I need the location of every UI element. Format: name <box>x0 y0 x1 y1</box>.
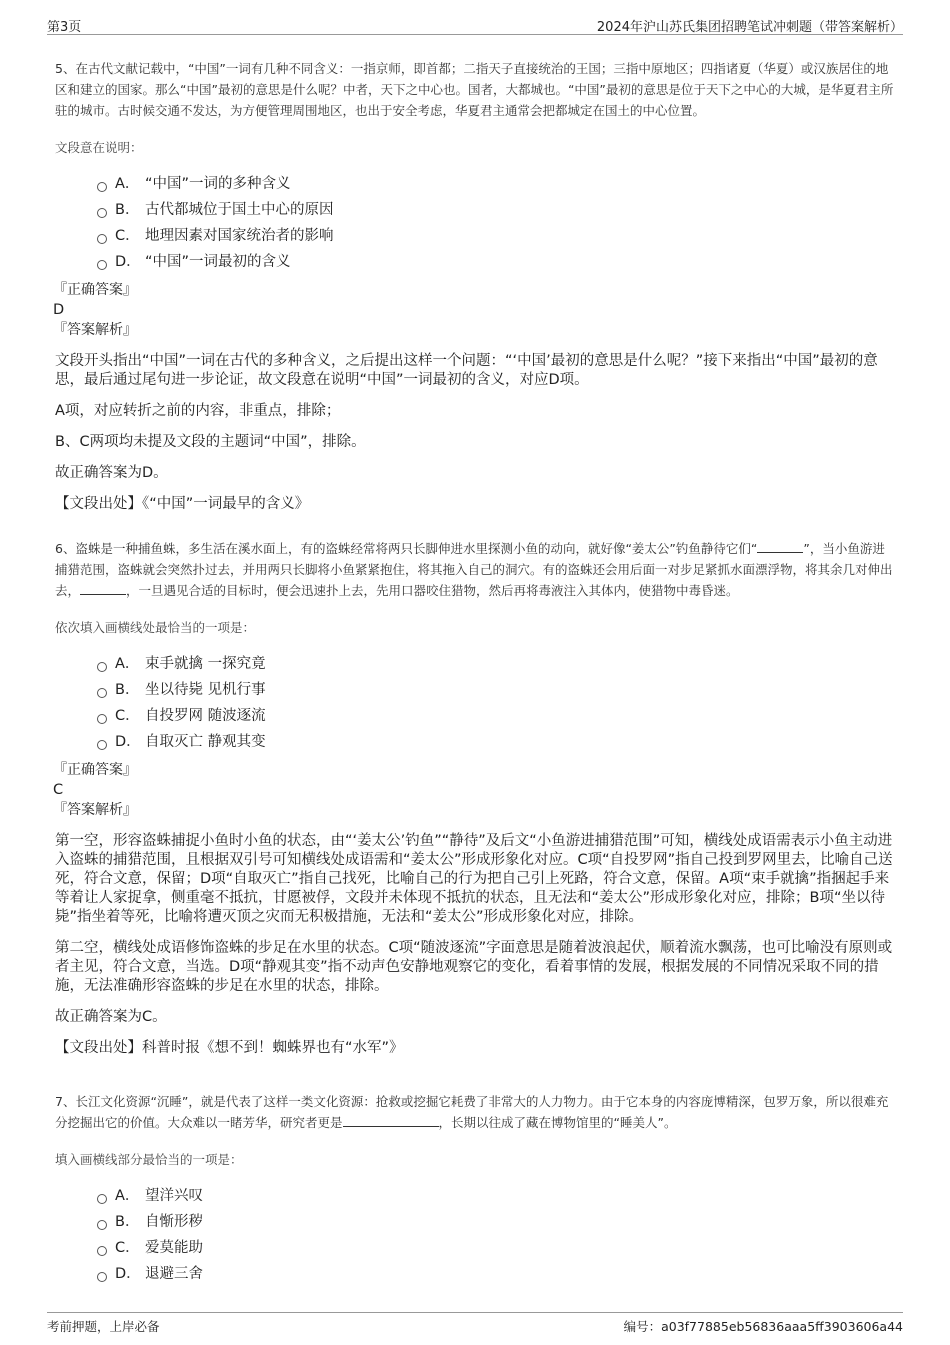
page-number: 第3页 <box>47 20 82 35</box>
analysis-paragraph: B、C两项均未提及文段的主题词“中国”，排除。 <box>55 434 366 450</box>
option-d[interactable]: D． “中国”一词最初的含义 <box>97 249 895 275</box>
radio-icon[interactable] <box>97 662 107 672</box>
option-list <box>55 1183 895 1287</box>
blank-line <box>80 582 126 595</box>
question-stem: 5、在古代文献记载中，“中国”一词有几种不同含义：一指京师，即首都；二指天子直接统治的王国；三指中原地区；四指诸夏（华夏）或汉族居住的地区和建立的国家。那么“中国”最初的意思是什么呢？中者，天下之中心也。国者，大都城也。“中国”最初的意思是位于天下之中心的大城，是华夏君主所驻的城市。古时候交通不发达，为方便管理周围地区，也出于安全考虑，华夏君主通常会把都城定在国土的中心位置。 <box>55 61 894 118</box>
page-footer <box>47 1312 903 1337</box>
analysis-label: 『答案解析』 <box>53 802 137 818</box>
source-note: 【文段出处】《“中国”一词最早的含义》 <box>55 496 310 512</box>
radio-icon[interactable] <box>97 714 107 724</box>
question-6 <box>55 538 895 1058</box>
analysis-paragraph: 第二空，横线处成语修饰盗蛛的步足在水里的状态。C项“随波逐流”字面意思是随着波浪起伏，顺着流水飘荡，也可比喻没有原则或者主见，符合文意，当选。D项“静观其变”指不动声色安静地观察它的变化，看着事情的发展，根据发展的不同情况采取不同的措施，无法准确形容盗蛛的步足在水里的状态，排除。 <box>55 940 893 994</box>
question-stem: 7、长江文化资源“沉睡”，就是代表了这样一类文化资源：抢救或挖掘它耗费了非常大的人力物力。由于它本身的内容庞博精深，包罗万象，所以很难充分挖掘出它的价值。大众难以一睹芳华，研究者更是 ，长期以往成了藏在博物馆里的“睡美人”。 <box>55 1094 889 1130</box>
radio-icon[interactable] <box>97 260 107 270</box>
question-7 <box>55 1091 895 1287</box>
option-c[interactable]: C． 爱莫能助 <box>97 1235 895 1261</box>
radio-icon[interactable] <box>97 740 107 750</box>
answer-label: 『正确答案』 <box>53 282 137 298</box>
option-b[interactable]: B． 自惭形秽 <box>97 1209 895 1235</box>
option-a[interactable]: A． “中国”一词的多种含义 <box>97 171 895 197</box>
page-header <box>47 12 903 35</box>
question-5 <box>55 58 895 514</box>
answer-label: 『正确答案』 <box>53 762 137 778</box>
correct-answer: C <box>53 782 64 798</box>
option-b[interactable]: B． 坐以待毙 见机行事 <box>97 677 895 703</box>
document-id: 编号：a03f77885eb56836aaa5ff3903606a44 <box>623 1319 903 1334</box>
correct-answer: D <box>53 302 65 318</box>
radio-icon[interactable] <box>97 234 107 244</box>
radio-icon[interactable] <box>97 1246 107 1256</box>
radio-icon[interactable] <box>97 688 107 698</box>
radio-icon[interactable] <box>97 182 107 192</box>
option-d[interactable]: D． 退避三舍 <box>97 1261 895 1287</box>
option-c[interactable]: C． 自投罗网 随波逐流 <box>97 703 895 729</box>
radio-icon[interactable] <box>97 1220 107 1230</box>
blank-line <box>343 1114 439 1127</box>
question-prompt: 填入画横线部分最恰当的一项是： <box>55 1152 243 1167</box>
option-c[interactable]: C． 地理因素对国家统治者的影响 <box>97 223 895 249</box>
option-list <box>55 171 895 275</box>
document-title: 2024年沪山苏氏集团招聘笔试冲刺题（带答案解析） <box>596 20 903 35</box>
option-a[interactable]: A． 望洋兴叹 <box>97 1183 895 1209</box>
analysis-label: 『答案解析』 <box>53 322 137 338</box>
question-stem: 6、盗蛛是一种捕鱼蛛，多生活在溪水面上，有的盗蛛经常将两只长脚伸进水里探测小鱼的动向，就好像“姜太公”钓鱼静待它们“ ”，当小鱼游进捕猎范围，盗蛛就会突然扑过去，并用两只长脚将小鱼紧紧抱住，将其拖入自己的洞穴。有的盗蛛还会用后面一对步足紧抓水面漂浮物，将其余几对伸出去， ，一旦遇见合适的目标时，便会迅速扑上去，先用口器咬住猎物，然后再将毒液注入其体内，使猎物中毒昏迷。 <box>55 541 893 598</box>
radio-icon[interactable] <box>97 208 107 218</box>
option-d[interactable]: D． 自取灭亡 静观其变 <box>97 729 895 755</box>
blank-line <box>757 540 803 553</box>
option-a[interactable]: A． 束手就擒 一探究竟 <box>97 651 895 677</box>
question-prompt: 文段意在说明： <box>55 140 143 155</box>
analysis-paragraph: 第一空，形容盗蛛捕捉小鱼时小鱼的状态，由“‘姜太公’钓鱼”“静待”及后文“小鱼游进捕猎范围”可知，横线处成语需表示小鱼主动进入盗蛛的捕猎范围，且根据双引号可知横线处成语需和“姜太公”形成形象化对应。C项“自投罗网”指自己投到罗网里去，比喻自己送死，符合文意，保留；D项“自取灭亡”指自己找死，比喻自己的行为把自己引上死路，符合文意，保留。A项“束手就擒”指捆起手来等着让人家捉拿，侧重毫不抵抗，甘愿被俘，文段并未体现不抵抗的状态，且无法和“姜太公”形成形象化对应，排除；B项“坐以待毙”指坐着等死，比喻将遭灭顶之灾而无积极措施，无法和“姜太公”形成形象化对应，排除。 <box>55 833 893 925</box>
radio-icon[interactable] <box>97 1272 107 1282</box>
analysis-paragraph: 文段开头指出“中国”一词在古代的多种含义，之后提出这样一个问题：“‘中国’最初的意思是什么呢？”接下来指出“中国”最初的意思，最后通过尾句进一步论证，故文段意在说明“中国”一词最初的含义，对应D项。 <box>55 353 878 388</box>
analysis-conclusion: 故正确答案为D。 <box>55 465 168 481</box>
option-list <box>55 651 895 755</box>
analysis-paragraph: A项，对应转折之前的内容，非重点，排除； <box>55 403 341 419</box>
option-b[interactable]: B． 古代都城位于国土中心的原因 <box>97 197 895 223</box>
footer-slogan: 考前押题，上岸必备 <box>47 1319 160 1334</box>
question-prompt: 依次填入画横线处最恰当的一项是： <box>55 620 256 635</box>
analysis-conclusion: 故正确答案为C。 <box>55 1009 167 1025</box>
radio-icon[interactable] <box>97 1194 107 1204</box>
source-note: 【文段出处】科普时报《想不到！蜘蛛界也有“水军”》 <box>55 1040 404 1056</box>
